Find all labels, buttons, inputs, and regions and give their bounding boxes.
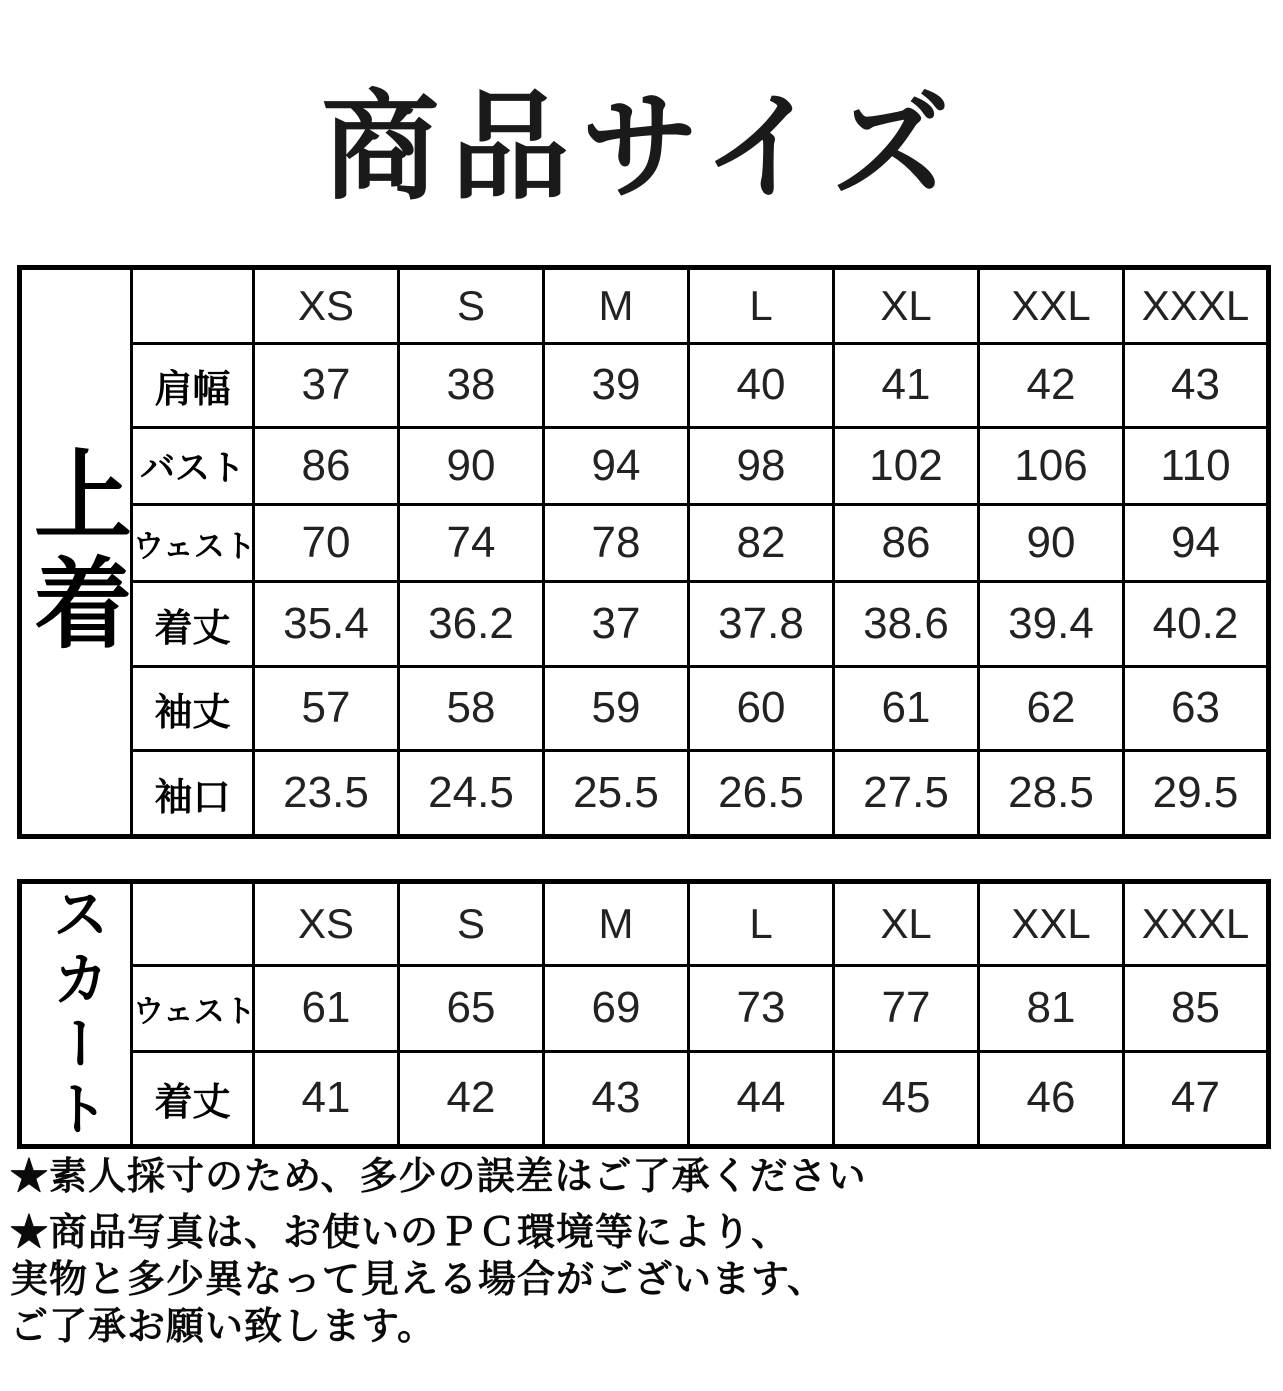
value-cell: 78 <box>544 505 689 582</box>
size-header-cell: XS <box>254 268 399 344</box>
size-header-cell: L <box>689 882 834 966</box>
size-header-cell: M <box>544 882 689 966</box>
note-line: 実物と多少異なって見える場合がございます、 <box>10 1259 826 1302</box>
value-cell: 77 <box>834 966 979 1052</box>
value-cell: 59 <box>544 666 689 750</box>
value-cell: 86 <box>834 505 979 582</box>
value-cell: 90 <box>399 428 544 505</box>
notes <box>10 1154 1270 1351</box>
value-cell: 102 <box>834 428 979 505</box>
value-cell: 65 <box>399 966 544 1052</box>
value-cell: 86 <box>254 428 399 505</box>
value-cell: 70 <box>254 505 399 582</box>
value-cell: 35.4 <box>254 582 399 666</box>
value-cell: 43 <box>1124 343 1269 427</box>
value-cell: 25.5 <box>544 751 689 837</box>
value-cell: 106 <box>979 428 1124 505</box>
size-header-cell: XL <box>834 882 979 966</box>
note-line: ★素人採寸のため、多少の誤差はご了承ください <box>10 1156 867 1198</box>
value-cell: 94 <box>544 428 689 505</box>
value-cell: 94 <box>1124 505 1269 582</box>
value-cell: 46 <box>979 1051 1124 1146</box>
value-cell: 42 <box>399 1051 544 1146</box>
value-cell: 28.5 <box>979 751 1124 837</box>
note-line: ★商品写真は、お使いのＰＣ環境等により、 <box>10 1212 791 1255</box>
value-cell: 85 <box>1124 966 1269 1052</box>
value-cell: 69 <box>544 966 689 1052</box>
value-cell: 58 <box>399 666 544 750</box>
size-header-cell: XL <box>834 268 979 344</box>
size-header-cell: S <box>399 882 544 966</box>
row-label: 袖丈 <box>132 666 254 750</box>
value-cell: 42 <box>979 343 1124 427</box>
value-cell: 27.5 <box>834 751 979 837</box>
value-cell: 73 <box>689 966 834 1052</box>
value-cell: 23.5 <box>254 751 399 837</box>
size-header-cell: XXL <box>979 882 1124 966</box>
value-cell: 37 <box>544 582 689 666</box>
row-label: 着丈 <box>132 582 254 666</box>
skirt-size-table-grid <box>17 879 1271 1149</box>
value-cell: 43 <box>544 1051 689 1146</box>
value-cell: 60 <box>689 666 834 750</box>
value-cell: 61 <box>834 666 979 750</box>
group-label: スカート <box>20 882 132 1147</box>
size-header-cell: XXXL <box>1124 268 1269 344</box>
value-cell: 37.8 <box>689 582 834 666</box>
value-cell: 90 <box>979 505 1124 582</box>
value-cell: 40.2 <box>1124 582 1269 666</box>
size-header-cell: XXXL <box>1124 882 1269 966</box>
value-cell: 24.5 <box>399 751 544 837</box>
value-cell: 57 <box>254 666 399 750</box>
value-cell: 98 <box>689 428 834 505</box>
value-cell: 82 <box>689 505 834 582</box>
jacket-size-table <box>17 265 1266 839</box>
size-header-cell: XS <box>254 882 399 966</box>
corner-cell <box>132 882 254 966</box>
group-label: 上着 <box>20 268 132 837</box>
value-cell: 38.6 <box>834 582 979 666</box>
corner-cell <box>132 268 254 344</box>
row-label: バスト <box>132 428 254 505</box>
note-line: ご了承お願い致します。 <box>10 1306 436 1349</box>
value-cell: 39 <box>544 343 689 427</box>
size-header-cell: XXL <box>979 268 1124 344</box>
row-label: ウェスト <box>132 966 254 1052</box>
value-cell: 74 <box>399 505 544 582</box>
skirt-size-table <box>17 879 1266 1149</box>
value-cell: 36.2 <box>399 582 544 666</box>
size-header-cell: L <box>689 268 834 344</box>
value-cell: 29.5 <box>1124 751 1269 837</box>
value-cell: 38 <box>399 343 544 427</box>
value-cell: 81 <box>979 966 1124 1052</box>
value-cell: 37 <box>254 343 399 427</box>
value-cell: 40 <box>689 343 834 427</box>
value-cell: 110 <box>1124 428 1269 505</box>
value-cell: 45 <box>834 1051 979 1146</box>
row-label: 着丈 <box>132 1051 254 1146</box>
value-cell: 41 <box>834 343 979 427</box>
row-label: 袖口 <box>132 751 254 837</box>
value-cell: 62 <box>979 666 1124 750</box>
size-header-cell: M <box>544 268 689 344</box>
page-title: 商品サイズ <box>321 82 962 214</box>
jacket-size-table-grid <box>17 265 1271 839</box>
value-cell: 41 <box>254 1051 399 1146</box>
row-label: 肩幅 <box>132 343 254 427</box>
value-cell: 61 <box>254 966 399 1052</box>
value-cell: 39.4 <box>979 582 1124 666</box>
value-cell: 47 <box>1124 1051 1269 1146</box>
value-cell: 44 <box>689 1051 834 1146</box>
row-label: ウェスト <box>132 505 254 582</box>
value-cell: 63 <box>1124 666 1269 750</box>
size-header-cell: S <box>399 268 544 344</box>
value-cell: 26.5 <box>689 751 834 837</box>
